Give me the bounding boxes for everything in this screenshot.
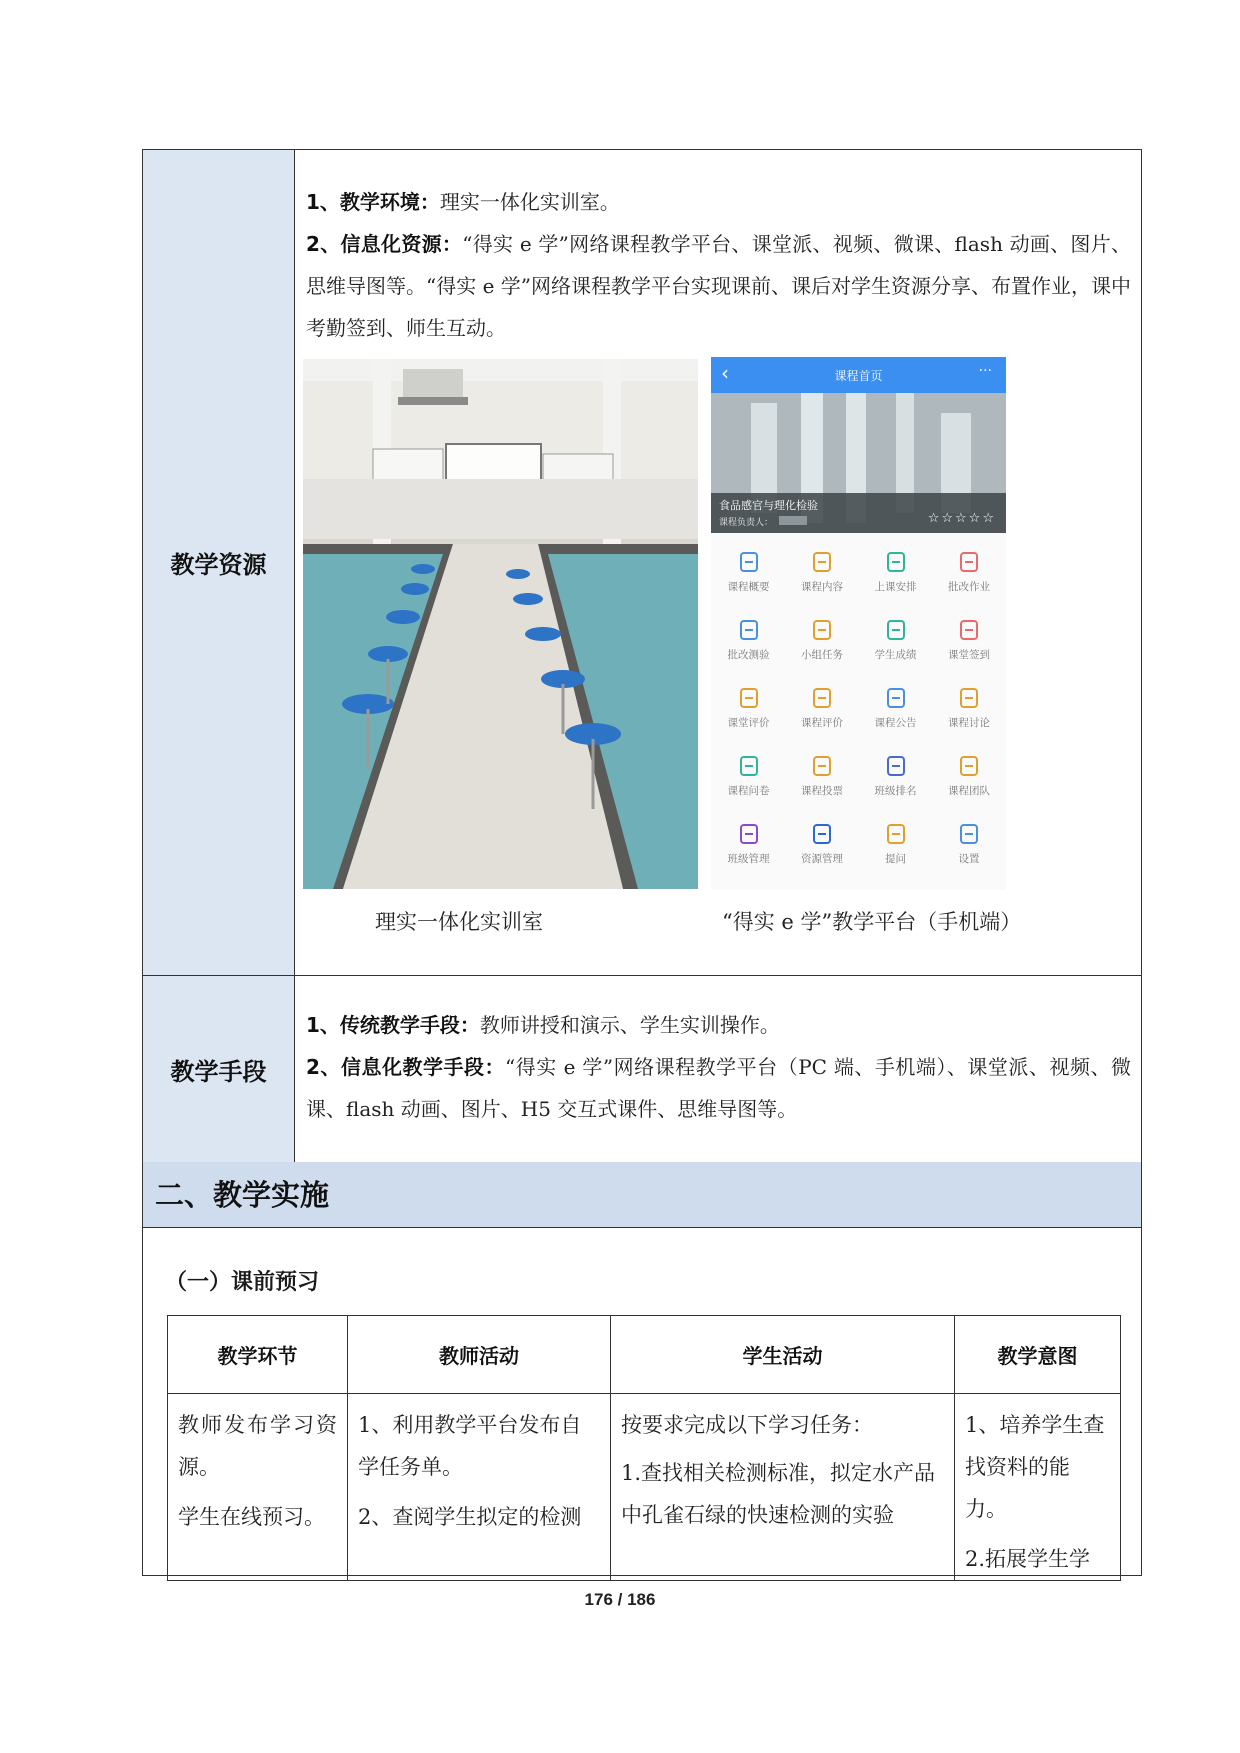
team-icon (958, 755, 980, 777)
resources-line1-text: 理实一体化实训室。 (439, 190, 620, 214)
subsection-heading: （一）课前预习 (165, 1270, 320, 1295)
phone-app-screenshot (711, 357, 1006, 890)
cell-text: 1、利用教学平台发布自学任务单。 (358, 1413, 582, 1479)
notice-icon (885, 687, 907, 709)
check-circle-icon (811, 687, 833, 709)
methods-line2-text: “得实 e 学”网络课程教学平台（PC 端、手机端）、课堂派、视频、微课、flash 动画、图片、H5 交互式课件、思维导图等。 (306, 1055, 1131, 1121)
feature-label: 课程内容 (801, 581, 843, 593)
feature-cube[interactable] (786, 823, 859, 866)
test-icon (738, 619, 760, 641)
cell-text: 1、培养学生查找资料的能力。 (965, 1413, 1105, 1521)
feature-label: 上课安排 (874, 581, 917, 593)
resources-line2 (306, 223, 1131, 349)
feature-label: 提问 (885, 853, 906, 865)
chevron-left-icon[interactable]: ‹ (721, 361, 729, 385)
feature-label: 课程讨论 (948, 717, 990, 729)
methods-line1-heading: 1、传统教学手段： (306, 1013, 480, 1037)
feature-label: 课程评价 (801, 717, 843, 729)
feature-test[interactable] (712, 619, 785, 662)
gear-icon (958, 823, 980, 845)
preview-table (167, 1315, 1121, 1581)
edit-icon (958, 551, 980, 573)
page-number: 176 / 186 (584, 1590, 656, 1609)
table-cell-phase (168, 1394, 348, 1581)
cell-text: 1.查找相关检测标准，拟定水产品中孔雀石绿的快速检测的实验 (621, 1461, 936, 1527)
feature-class[interactable] (712, 823, 785, 866)
table-header-cell: 教学环节 (168, 1316, 348, 1394)
list-icon (885, 755, 907, 777)
cell-text: 教师发布学习资源。 (178, 1413, 337, 1479)
feature-label: 课程投票 (801, 785, 843, 797)
lab-room-illustration (303, 359, 698, 889)
feature-vote[interactable] (786, 755, 859, 798)
class-icon (738, 823, 760, 845)
blurred-name (779, 516, 807, 525)
methods-line2-heading: 2、信息化教学手段： (306, 1055, 506, 1079)
location-icon (958, 619, 980, 641)
resources-line1-heading: 1、教学环境： (306, 190, 440, 214)
feature-label: 小组任务 (801, 649, 843, 661)
question-icon (738, 755, 760, 777)
table-cell-intent (955, 1394, 1121, 1581)
feature-label: 课程公告 (874, 717, 917, 729)
feature-edit[interactable] (933, 551, 1006, 594)
methods-label: 教学手段 (143, 976, 295, 1162)
table-cell-teacher (348, 1394, 611, 1581)
table-header-cell: 教学意图 (955, 1316, 1121, 1394)
cell-text: 2.拓展学生学 (965, 1547, 1091, 1571)
cell-text: 2、查阅学生拟定的检测 (358, 1505, 582, 1529)
feature-grade[interactable] (859, 619, 932, 662)
feature-help[interactable] (859, 823, 932, 866)
course-banner (711, 393, 1006, 533)
feature-location[interactable] (933, 619, 1006, 662)
feature-team[interactable] (933, 755, 1006, 798)
cell-text: 按要求完成以下学习任务： (621, 1413, 873, 1437)
grade-icon (885, 619, 907, 641)
feature-label: 批改作业 (948, 581, 990, 593)
feature-label: 学生成绩 (874, 649, 917, 661)
feature-list[interactable] (859, 755, 932, 798)
table-header-cell: 学生活动 (611, 1316, 955, 1394)
table-row (168, 1394, 1121, 1581)
feature-discuss[interactable] (933, 687, 1006, 730)
feature-document[interactable] (712, 551, 785, 594)
phone-caption: “得实 e 学”教学平台（手机端） (722, 910, 1022, 934)
feature-label: 班级管理 (727, 853, 770, 865)
course-name: 食品感官与理化检验 (719, 499, 818, 512)
discuss-icon (958, 687, 980, 709)
feature-label: 课堂评价 (727, 717, 770, 729)
vote-icon (811, 755, 833, 777)
help-icon (885, 823, 907, 845)
app-header-title: 课程首页 (834, 369, 883, 383)
feature-label: 课程概要 (727, 581, 770, 593)
feature-notice[interactable] (859, 687, 932, 730)
methods-line1-text: 教师讲授和演示、学生实训操作。 (479, 1013, 780, 1037)
task-icon (811, 619, 833, 641)
feature-question[interactable] (712, 755, 785, 798)
resources-line2-text: “得实 e 学”网络课程教学平台、课堂派、视频、微课、flash 动画、图片、思维导图等。“得实 e 学”网络课程教学平台实现课前、课后对学生资源分享、布置作业，课中考勤签到、师生互动。 (306, 232, 1132, 340)
lab-photo (303, 359, 698, 889)
feature-check-circle[interactable] (786, 687, 859, 730)
table-header-cell: 教师活动 (348, 1316, 611, 1394)
resources-label: 教学资源 (143, 150, 295, 975)
feature-label: 课程问卷 (727, 785, 770, 797)
table-header-row (168, 1316, 1121, 1394)
document-icon (738, 551, 760, 573)
feature-label: 设置 (958, 853, 980, 865)
more-dots-icon[interactable]: ··· (978, 363, 992, 379)
app-header (711, 357, 1006, 393)
feature-task[interactable] (786, 619, 859, 662)
cell-text: 学生在线预习。 (178, 1505, 325, 1529)
content-icon (811, 551, 833, 573)
feature-label: 课程团队 (948, 785, 990, 797)
schedule-icon (885, 551, 907, 573)
resources-line1 (306, 181, 1131, 223)
course-owner-label: 课程负责人： (719, 518, 774, 528)
feature-label: 班级排名 (874, 785, 917, 797)
star-rating: ☆☆☆☆☆ (927, 511, 996, 526)
lab-photo-caption: 理实一体化实训室 (375, 910, 543, 934)
section-title: 二、教学实施 (143, 1162, 1141, 1228)
feature-schedule[interactable] (859, 551, 932, 594)
methods-line1 (306, 1004, 1131, 1046)
chat-icon (738, 687, 760, 709)
feature-chat[interactable] (712, 687, 785, 730)
resources-line2-heading: 2、信息化资源： (306, 232, 463, 256)
table-cell-student (611, 1394, 955, 1581)
feature-content[interactable] (786, 551, 859, 594)
methods-line2 (306, 1046, 1131, 1130)
feature-label: 课堂签到 (948, 649, 990, 661)
feature-label: 资源管理 (801, 853, 843, 865)
feature-label: 批改测验 (727, 649, 770, 661)
cube-icon (811, 823, 833, 845)
feature-gear[interactable] (933, 823, 1006, 866)
